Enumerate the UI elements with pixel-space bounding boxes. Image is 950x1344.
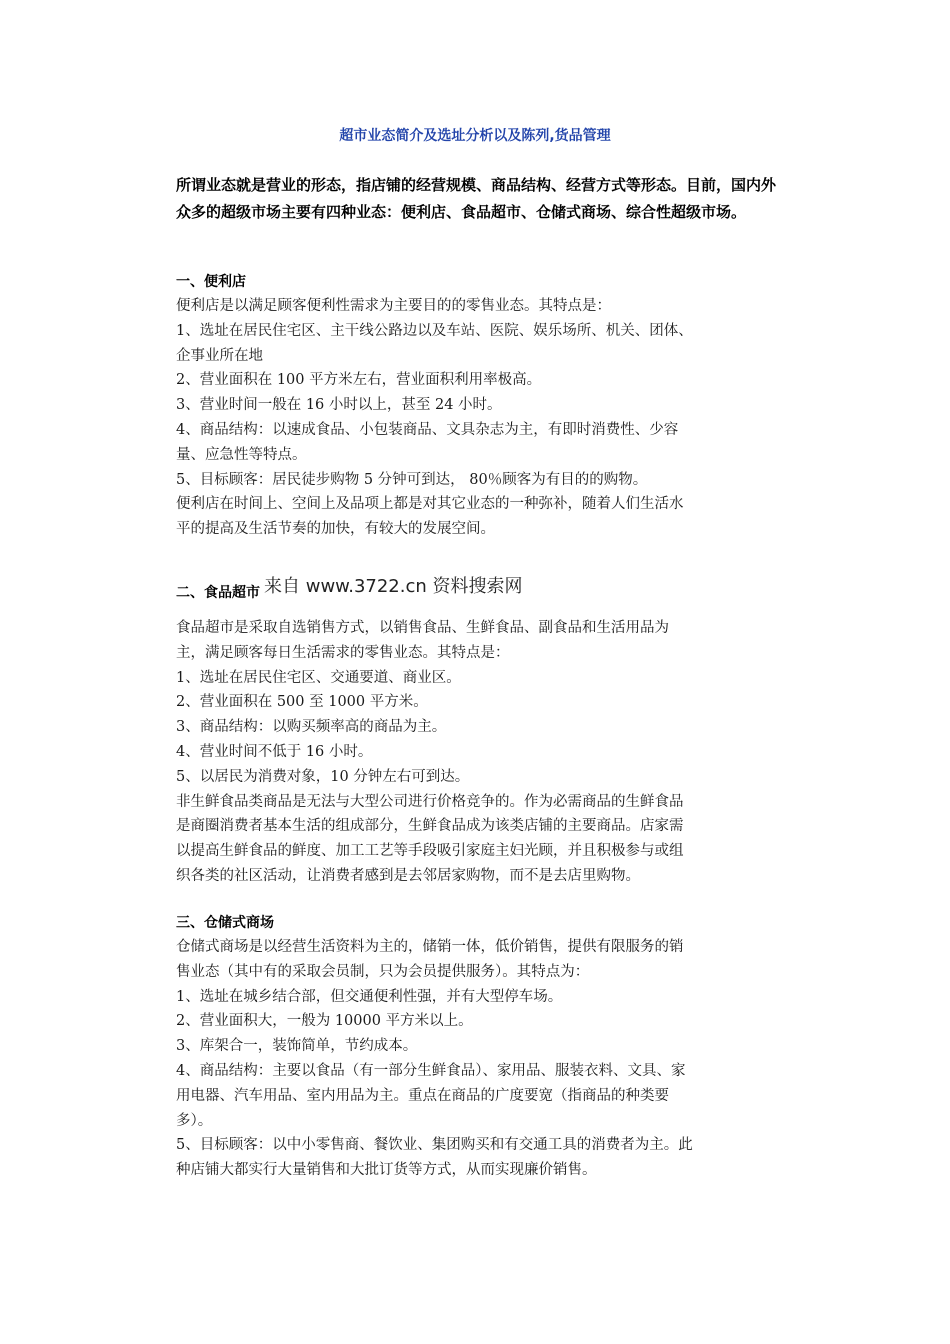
body-line: 2、营业面积在 100 平方米左右，营业面积利用率极高。 [176, 372, 542, 389]
body-line: 平的提高及生活节奏的加快，有较大的发展空间。 [176, 521, 495, 538]
body-line: 织各类的社区活动，让消费者感到是去邻居家购物，而不是去店里购物。 [176, 867, 640, 884]
body-line: 用电器、汽车用品、室内用品为主。重点在商品的广度要宽（指商品的种类要 [176, 1087, 669, 1104]
body-line: 多）。 [176, 1112, 213, 1129]
body-line: 4、营业时间不低于 16 小时。 [176, 743, 373, 760]
body-line: 企事业所在地 [176, 347, 263, 364]
section-body-convenience-store [176, 294, 776, 542]
body-line: 4、商品结构：主要以食品（有一部分生鲜食品）、家用品、服装衣料、文具、家 [176, 1062, 686, 1079]
body-line: 1、选址在居民住宅区、主干线公路边以及车站、医院、娱乐场所、机关、团体、 [176, 322, 693, 339]
body-line: 非生鲜食品类商品是无法与大型公司进行价格竞争的。作为必需商品的生鲜食品 [176, 793, 684, 810]
body-line: 3、库架合一，装饰简单，节约成本。 [176, 1038, 418, 1055]
body-line: 是商圈消费者基本生活的组成部分，生鲜食品成为该类店铺的主要商品。店家需 [176, 818, 684, 835]
body-line: 量、应急性等特点。 [176, 446, 307, 463]
body-line: 5、以居民为消费对象，10 分钟左右可到达。 [176, 768, 470, 785]
body-line: 5、目标顾客：以中小零售商、餐饮业、集团购买和有交通工具的消费者为主。此 [176, 1137, 693, 1154]
intro-paragraph: 所谓业态就是营业的形态，指店铺的经营规模、商品结构、经营方式等形态。目前，国内外众多的超级市场主要有四种业态：便利店、食品超市、仓储式商场、综合性超级市场。 [176, 176, 777, 221]
body-line: 3、商品结构：以购买频率高的商品为主。 [176, 719, 447, 736]
section-heading-warehouse-store: 三、仓储式商场 [176, 915, 274, 931]
body-line: 仓储式商场是以经营生活资料为主的，储销一体，低价销售，提供有限服务的销 [176, 939, 684, 955]
section-body-warehouse-store [176, 935, 776, 1183]
body-line: 便利店在时间上、空间上及品项上都是对其它业态的一种弥补，随着人们生活水 [176, 496, 684, 513]
body-line: 售业态（其中有的采取会员制，只为会员提供服务）。其特点为： [176, 963, 590, 980]
body-line: 5、目标顾客：居民徒步购物 5 分钟可到达， 80％顾客为有目的的购物。 [176, 471, 648, 488]
section-heading-label: 二、食品超市 [176, 585, 260, 601]
body-line: 4、商品结构：以速成食品、小包装商品、文具杂志为主，有即时消费性、少容 [176, 421, 679, 438]
body-line: 食品超市是采取自选销售方式，以销售食品、生鲜食品、副食品和生活用品为 [176, 620, 669, 636]
watermark-text: 来自 www.3722.cn 资料搜索网 [264, 576, 523, 597]
body-line: 1、选址在居民住宅区、交通要道、商业区。 [176, 669, 461, 686]
section-heading-convenience-store: 一、便利店 [176, 274, 246, 290]
body-line: 主，满足顾客每日生活需求的零售业态。其特点是： [176, 644, 510, 661]
body-line: 便利店是以满足顾客便利性需求为主要目的的零售业态。其特点是： [176, 298, 611, 314]
body-line: 2、营业面积在 500 至 1000 平方米。 [176, 694, 428, 711]
body-line: 1、选址在城乡结合部，但交通便利性强，并有大型停车场。 [176, 988, 563, 1005]
body-line: 2、营业面积大，一般为 10000 平方米以上。 [176, 1013, 473, 1030]
body-line: 3、营业时间一般在 16 小时以上，甚至 24 小时。 [176, 397, 502, 414]
section-body-food-supermarket [176, 616, 776, 889]
body-line: 种店铺大都实行大量销售和大批订货等方式，从而实现廉价销售。 [176, 1162, 597, 1179]
body-line: 以提高生鲜食品的鲜度、加工工艺等手段吸引家庭主妇光顾，并且积极参与或组 [176, 843, 684, 860]
document-title: 超市业态简介及选址分析以及陈列,货品管理 [339, 128, 611, 144]
section-heading-food-supermarket [176, 576, 523, 604]
